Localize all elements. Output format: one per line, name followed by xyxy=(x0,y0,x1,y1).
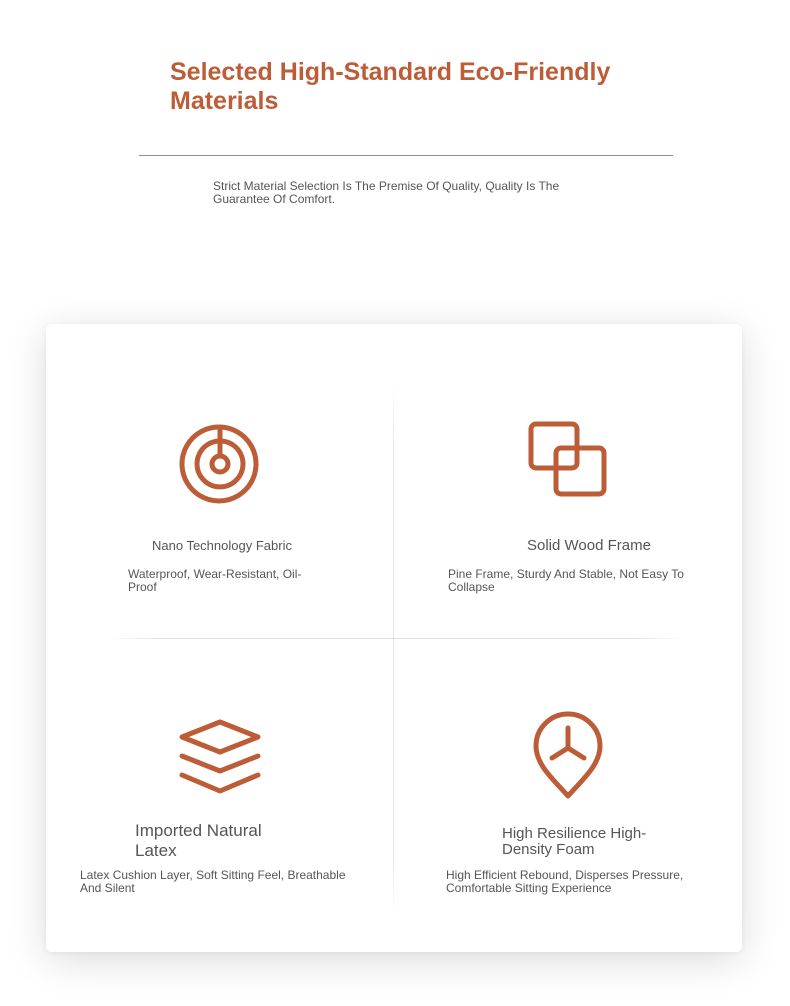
overlapping-squares-icon xyxy=(526,420,610,500)
feature-name: High Resilience High-Density Foam xyxy=(502,825,647,858)
feature-name: Nano Technology Fabric xyxy=(152,538,292,553)
horizontal-divider xyxy=(106,638,688,639)
title-divider xyxy=(139,155,673,156)
target-icon xyxy=(178,422,262,506)
feature-description: Waterproof, Wear-Resistant, Oil-Proof xyxy=(128,567,302,594)
features-card xyxy=(46,324,742,952)
layers-icon xyxy=(178,717,262,797)
vertical-divider xyxy=(393,384,394,914)
page-title: Selected High-Standard Eco-Friendly Materials xyxy=(170,58,611,115)
feature-name: Imported Natural Latex xyxy=(135,821,262,860)
feature-description: Latex Cushion Layer, Soft Sitting Feel, Breathable And Silent xyxy=(80,868,346,895)
location-pin-icon xyxy=(532,710,604,800)
feature-description: High Efficient Rebound, Disperses Pressure, Comfortable Sitting Experience xyxy=(446,868,684,895)
feature-name: Solid Wood Frame xyxy=(527,537,651,554)
page-subtitle: Strict Material Selection Is The Premise Of Quality, Quality Is The Guarantee Of Comfort. xyxy=(213,179,560,206)
feature-description: Pine Frame, Sturdy And Stable, Not Easy To Collapse xyxy=(448,567,684,594)
